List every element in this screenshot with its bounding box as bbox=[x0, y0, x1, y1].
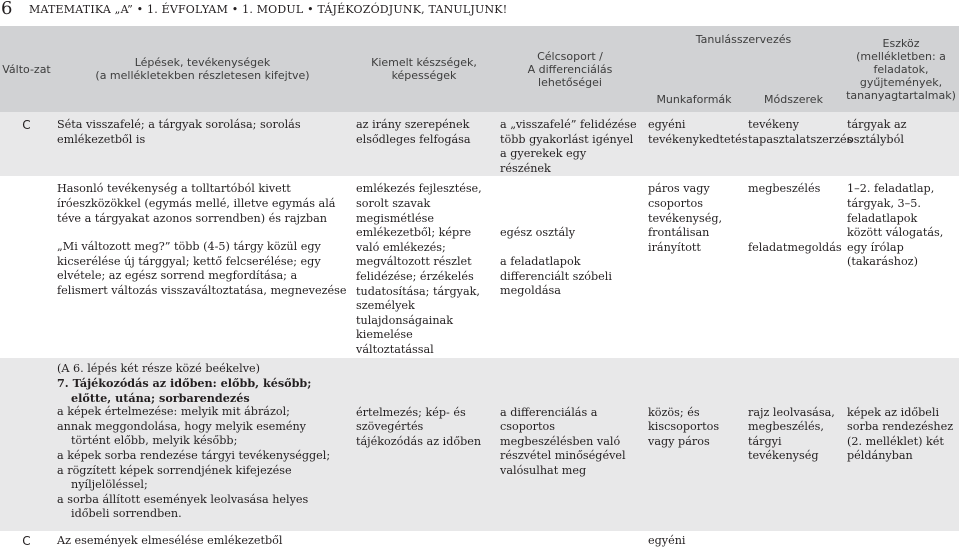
header-munkaformak: Munkaformák bbox=[644, 53, 744, 112]
target-paragraph: egész osztály bbox=[500, 226, 576, 240]
table-row bbox=[0, 358, 959, 531]
steps-note: (A 6. lépés két része közé beékelve) bbox=[57, 361, 261, 375]
variant-cell: C bbox=[22, 118, 31, 132]
skills-cell: emlékezés fejlesztése, sorolt szavak megismétlése emlékezetből; képre való emlékezés; megváltozott részlet felidézése; érzékelés tudatosítása; tárgyak, személyek tulajdonságainak kiemelése változtatással bbox=[356, 182, 482, 356]
step-number: 7. bbox=[57, 376, 69, 391]
header-lepesek-title: Lépések, tevékenységek bbox=[134, 56, 271, 69]
workforms-cell: egyéni bbox=[648, 533, 686, 547]
target-paragraph: a differenciálás a csoportos megbeszélésben való részvétel minőségével valósulhat meg bbox=[500, 405, 626, 477]
workforms-cell: páros vagy csoportos tevékenység, frontálisan irányított bbox=[648, 182, 723, 254]
header-celcsoport-title: Célcsoport / bbox=[537, 49, 603, 63]
list-item: a képek sorba rendezése tárgyi tevékenységgel; bbox=[57, 449, 331, 463]
table-row bbox=[0, 531, 959, 551]
list-item: a rögzített képek sorrendjének kifejezése nyíljelöléssel; bbox=[57, 463, 292, 492]
methods-paragraph: feladatmegoldás bbox=[748, 240, 842, 254]
header-modszerek: Módszerek bbox=[744, 53, 843, 112]
table-row bbox=[0, 112, 959, 176]
header-celcsoport bbox=[496, 26, 644, 112]
methods-cell bbox=[744, 176, 843, 357]
steps-cell bbox=[53, 358, 352, 531]
target-paragraph: a feladatlapok differenciált szóbeli megoldása bbox=[500, 254, 612, 298]
workforms-paragraph: közös; és kiscsoportos vagy páros bbox=[648, 405, 720, 448]
variant-cell bbox=[0, 358, 53, 531]
header-tanulasszervezes: Tanulásszervezés bbox=[644, 26, 843, 53]
header-eszkoz-note: (mellékletben: a feladatok, gyűjtemények, tananyagtartalmak) bbox=[846, 49, 956, 102]
tools-cell: tárgyak az osztályból bbox=[847, 118, 907, 146]
tools-cell: 1–2. feladatlap, tárgyak, 3–5. feladatlapok között válogatás, egy írólap (takaráshoz) bbox=[847, 182, 944, 269]
methods-paragraph: megbeszélés bbox=[748, 182, 821, 196]
methods-paragraph: rajz leolvasása, megbeszélés, tárgyi tevékenység bbox=[748, 405, 835, 463]
steps-title bbox=[57, 376, 348, 405]
target-cell bbox=[496, 531, 644, 551]
steps-paragraph: Hasonló tevékenység a tolltartóból kivett íróeszközökkel (egymás mellé, illetve egymás alá téve a tárgyakat azonos sorrendben) és rajzban bbox=[57, 182, 336, 225]
step-title-text: Tájékozódás az időben: előbb, később; előtte, utána; sorbarendezés bbox=[71, 376, 312, 405]
steps-cell: Séta visszafelé; a tárgyak sorolása; sorolás emlékezetből is bbox=[57, 118, 301, 146]
steps-paragraph: „Mi változott meg?” több (4-5) tárgy közül egy kicserélése új tárggyal; kettő felcserélése; egy elvétele; az egész sorrend megfordítása; a felismert változás visszaváltoztatása, megnevezése bbox=[57, 240, 347, 297]
skills-cell bbox=[352, 531, 496, 551]
header-valtozat: Válto-zat bbox=[0, 26, 53, 112]
target-cell: a „visszafelé” felidézése több gyakorlást igényel a gyerekek egy részének bbox=[500, 118, 637, 175]
skills-cell: az irány szerepének elsődleges felfogása bbox=[356, 118, 471, 146]
header-lepesek bbox=[53, 26, 352, 112]
tools-paragraph: képek az időbeli sorba rendezéshez (2. melléklet) két példányban bbox=[847, 405, 954, 463]
header-lepesek-note: (a mellékletekben részletesen kifejtve) bbox=[95, 69, 310, 82]
header-celcsoport-note: A differenciálás lehetőségei bbox=[527, 62, 613, 89]
list-item: a képek értelmezése: melyik mit ábrázol; bbox=[57, 405, 290, 419]
target-cell bbox=[496, 358, 644, 531]
methods-cell bbox=[744, 358, 843, 531]
list-item: annak meggondolása, hogy melyik esemény történt előbb, melyik később; bbox=[57, 419, 307, 448]
skills-paragraph: értelmezés; kép- és szövegértés tájékozódás az időben bbox=[356, 405, 482, 448]
running-head bbox=[0, 0, 959, 22]
header-kiemelt: Kiemelt készségek, képességek bbox=[352, 26, 496, 112]
methods-cell bbox=[744, 531, 843, 551]
workforms-cell bbox=[644, 358, 744, 531]
steps-cell: Az események elmesélése emlékezetből bbox=[57, 533, 283, 547]
page-number: 6 bbox=[1, 0, 13, 19]
methods-cell: tevékeny tapasztalatszerzés bbox=[748, 118, 853, 146]
header-eszkoz bbox=[843, 26, 959, 112]
target-cell bbox=[496, 176, 644, 357]
header-row-top bbox=[0, 26, 959, 53]
steps-list bbox=[57, 405, 348, 522]
variant-cell bbox=[0, 176, 53, 357]
variant-cell: C bbox=[22, 533, 31, 548]
tools-cell bbox=[843, 531, 959, 551]
steps-cell bbox=[53, 176, 352, 357]
table-row bbox=[0, 176, 959, 357]
workforms-cell: egyéni tevékenykedtetés bbox=[648, 118, 748, 146]
tools-cell bbox=[843, 358, 959, 531]
running-title: MATEMATIKA „A” • 1. ÉVFOLYAM • 1. MODUL • TÁJÉKOZÓDJUNK, TANULJUNK! bbox=[29, 3, 508, 16]
header-eszkoz-title: Eszköz bbox=[882, 36, 920, 50]
list-item: a sorba állított események leolvasása helyes időbeli sorrendben. bbox=[57, 492, 309, 521]
lesson-plan-table bbox=[0, 26, 959, 551]
skills-cell bbox=[352, 358, 496, 531]
